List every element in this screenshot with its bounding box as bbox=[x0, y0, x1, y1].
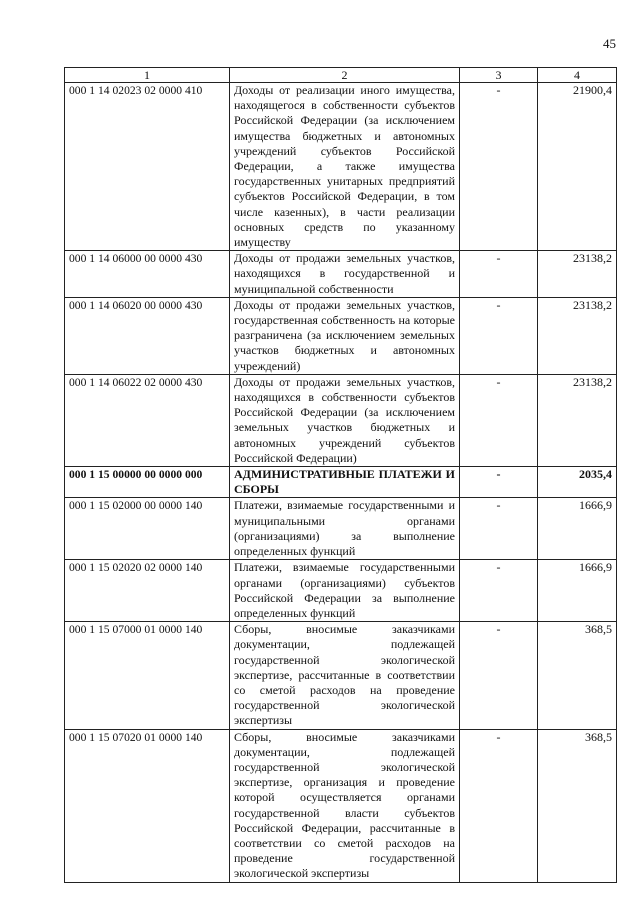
budget-code-cell: 000 1 15 00000 00 0000 000 bbox=[65, 467, 230, 498]
revenue-name-cell: Платежи, взимаемые государственными органами (организациями) субъектов Российской Федерации за выполнение определенных функций bbox=[230, 560, 460, 622]
table-row bbox=[65, 467, 617, 498]
budget-code-cell: 000 1 14 06000 00 0000 430 bbox=[65, 251, 230, 298]
column-3-cell: - bbox=[460, 374, 538, 466]
amount-cell: 368,5 bbox=[538, 729, 617, 882]
budget-code-cell: 000 1 15 02020 02 0000 140 bbox=[65, 560, 230, 622]
column-3-cell: - bbox=[460, 251, 538, 298]
column-header-4: 4 bbox=[538, 68, 617, 83]
revenue-name-cell: АДМИНИСТРАТИВНЫЕ ПЛАТЕЖИ И СБОРЫ bbox=[230, 467, 460, 498]
amount-cell: 2035,4 bbox=[538, 467, 617, 498]
column-3-cell: - bbox=[460, 622, 538, 729]
revenue-name-cell: Доходы от продажи земельных участков, находящихся в собственности субъектов Российской Федерации (за исключением земельных участков бюджетных и автономных учреждений субъектов Российской Федерации) bbox=[230, 374, 460, 466]
revenue-name-cell: Платежи, взимаемые государственными и муниципальными органами (организациями) за выполнение определенных функций bbox=[230, 498, 460, 560]
table-row bbox=[65, 622, 617, 729]
revenue-name-cell: Сборы, вносимые заказчиками документации, подлежащей государственной экологической экспертизе, организация и проведение которой осуществляется органами государственной власти субъектов Российской Федерации, рассчитанные в соответствии со сметой расходов на проведение государственной экологической экспертизы bbox=[230, 729, 460, 882]
table-row bbox=[65, 83, 617, 251]
table-row bbox=[65, 498, 617, 560]
budget-code-cell: 000 1 15 07000 01 0000 140 bbox=[65, 622, 230, 729]
table-header-row bbox=[65, 68, 617, 83]
amount-cell: 23138,2 bbox=[538, 374, 617, 466]
amount-cell: 23138,2 bbox=[538, 251, 617, 298]
table-row bbox=[65, 251, 617, 298]
table-row bbox=[65, 560, 617, 622]
column-3-cell: - bbox=[460, 498, 538, 560]
amount-cell: 1666,9 bbox=[538, 560, 617, 622]
amount-cell: 21900,4 bbox=[538, 83, 617, 251]
column-header-1: 1 bbox=[65, 68, 230, 83]
revenue-name-cell: Доходы от продажи земельных участков, находящихся в государственной и муниципальной собственности bbox=[230, 251, 460, 298]
budget-revenue-table bbox=[64, 67, 617, 883]
budget-code-cell: 000 1 15 07020 01 0000 140 bbox=[65, 729, 230, 882]
table-row bbox=[65, 729, 617, 882]
revenue-name-cell: Доходы от продажи земельных участков, государственная собственность на которые разграничена (за исключением земельных участков бюджетных и автономных учреждений) bbox=[230, 297, 460, 374]
page-number: 45 bbox=[603, 36, 616, 51]
table-row bbox=[65, 297, 617, 374]
revenue-name-cell: Сборы, вносимые заказчиками документации, подлежащей государственной экологической экспертизе, рассчитанные в соответствии со сметой расходов на проведение государственной экологической экспертизы bbox=[230, 622, 460, 729]
column-header-2: 2 bbox=[230, 68, 460, 83]
column-3-cell: - bbox=[460, 729, 538, 882]
column-header-3: 3 bbox=[460, 68, 538, 83]
amount-cell: 1666,9 bbox=[538, 498, 617, 560]
column-3-cell: - bbox=[460, 83, 538, 251]
column-3-cell: - bbox=[460, 467, 538, 498]
amount-cell: 368,5 bbox=[538, 622, 617, 729]
column-3-cell: - bbox=[460, 297, 538, 374]
budget-code-cell: 000 1 14 06020 00 0000 430 bbox=[65, 297, 230, 374]
column-3-cell: - bbox=[460, 560, 538, 622]
budget-code-cell: 000 1 14 02023 02 0000 410 bbox=[65, 83, 230, 251]
revenue-name-cell: Доходы от реализации иного имущества, находящегося в собственности субъектов Российской Федерации (за исключением имущества бюджетных и автономных учреждений субъектов Российской Федерации, а также имущества государственных унитарных предприятий субъектов Российской Федерации, в том числе казенных), в части реализации основных средств по указанному имуществу bbox=[230, 83, 460, 251]
amount-cell: 23138,2 bbox=[538, 297, 617, 374]
table-row bbox=[65, 374, 617, 466]
budget-code-cell: 000 1 14 06022 02 0000 430 bbox=[65, 374, 230, 466]
budget-code-cell: 000 1 15 02000 00 0000 140 bbox=[65, 498, 230, 560]
